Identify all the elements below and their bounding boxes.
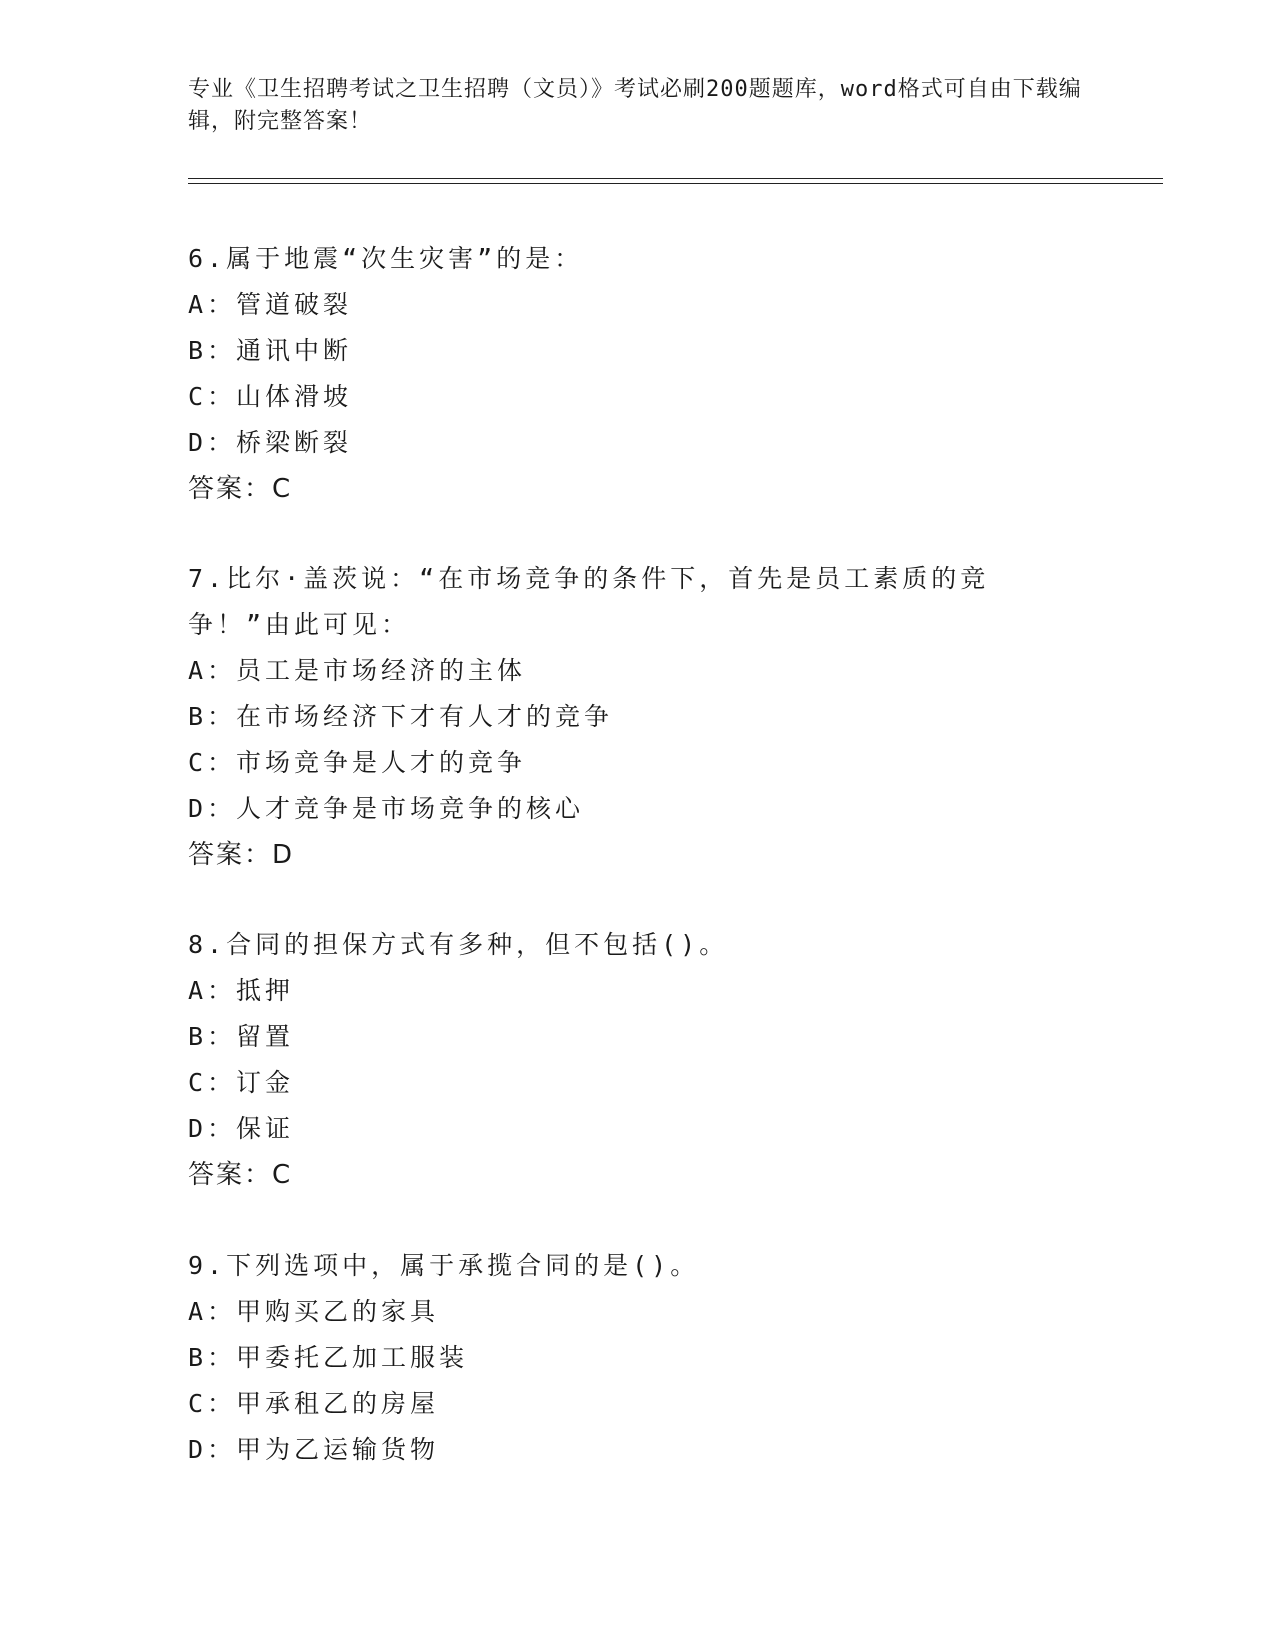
option-d: D：人才竞争是市场竞争的核心: [188, 794, 585, 823]
option-b: B：甲委托乙加工服装: [188, 1343, 469, 1372]
option-c: C：订金: [188, 1068, 295, 1097]
answer: 答案：D: [188, 840, 295, 870]
option-a: A：甲购买乙的家具: [188, 1297, 440, 1326]
question-stem: 7.比尔·盖茨说：“在市场竞争的条件下，首先是员工素质的竞争！”由此可见：: [188, 564, 990, 639]
option-a: A：抵押: [188, 976, 295, 1005]
answer: 答案：C: [188, 474, 293, 504]
header-rule-bottom: [188, 183, 1163, 184]
option-c: C：甲承租乙的房屋: [188, 1389, 440, 1418]
question-8: [188, 922, 1088, 1198]
option-a: A：员工是市场经济的主体: [188, 656, 527, 685]
question-stem: 9.下列选项中，属于承揽合同的是()。: [188, 1251, 700, 1280]
question-stem: 6.属于地震“次生灾害”的是：: [188, 244, 584, 273]
option-c: C：市场竞争是人才的竞争: [188, 748, 527, 777]
option-b: B：通讯中断: [188, 336, 353, 365]
option-c: C：山体滑坡: [188, 382, 353, 411]
option-d: D：桥梁断裂: [188, 428, 353, 457]
option-d: D：甲为乙运输货物: [188, 1435, 440, 1464]
option-d: D：保证: [188, 1114, 295, 1143]
answer: 答案：C: [188, 1160, 293, 1190]
option-b: B：留置: [188, 1022, 295, 1051]
option-b: B：在市场经济下才有人才的竞争: [188, 702, 614, 731]
question-9: [188, 1243, 1088, 1473]
question-7: [188, 556, 1088, 878]
document-header: 专业《卫生招聘考试之卫生招聘（文员）》考试必刷200题题库，word格式可自由下载编辑，附完整答案！: [188, 77, 1082, 134]
header-rule-top: [188, 178, 1163, 179]
question-stem: 8.合同的担保方式有多种，但不包括()。: [188, 930, 729, 959]
option-a: A：管道破裂: [188, 290, 353, 319]
question-6: [188, 236, 1088, 512]
